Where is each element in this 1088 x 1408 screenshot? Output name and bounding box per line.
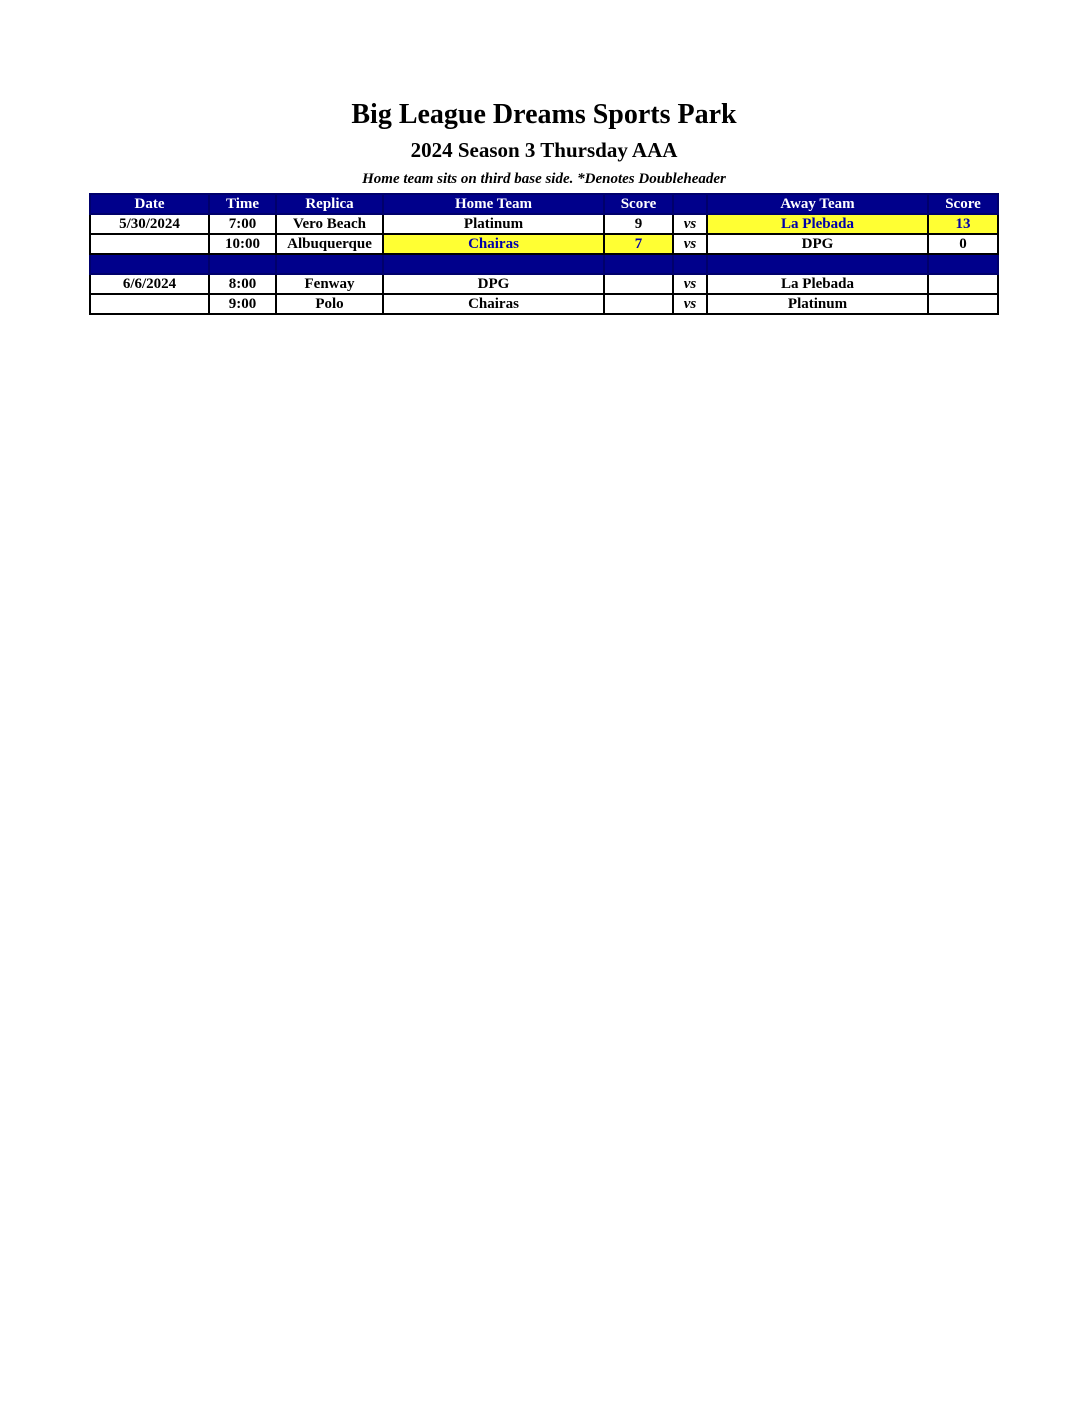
schedule-table [89,193,999,315]
page-title: Big League Dreams Sports Park [351,99,737,130]
time-cell: 8:00 [209,274,276,294]
page-subtitle: 2024 Season 3 Thursday AAA [410,138,678,162]
away-score-cell-winner: 13 [928,214,998,234]
column-header-home-score: Score [604,194,673,214]
separator-cell [383,254,604,274]
date-cell: 6/6/2024 [90,274,209,294]
time-cell: 7:00 [209,214,276,234]
column-header-home-team: Home Team [383,194,604,214]
table-header-row [90,194,998,214]
column-header-vs [673,194,707,214]
replica-cell: Fenway [276,274,383,294]
column-header-replica: Replica [276,194,383,214]
separator-cell [928,254,998,274]
away-team-cell: La Plebada [707,274,928,294]
vs-cell: vs [673,274,707,294]
doubleheader-note: Home team sits on third base side. *Denotes Doubleheader [362,171,726,187]
separator-cell [90,254,209,274]
replica-cell: Polo [276,294,383,314]
separator-cell [209,254,276,274]
date-cell [90,234,209,254]
home-team-cell-winner: Chairas [383,234,604,254]
replica-cell: Vero Beach [276,214,383,234]
column-header-away-team: Away Team [707,194,928,214]
home-team-cell: Chairas [383,294,604,314]
replica-cell: Albuquerque [276,234,383,254]
column-header-date: Date [90,194,209,214]
date-cell [90,294,209,314]
time-cell: 10:00 [209,234,276,254]
date-cell: 5/30/2024 [90,214,209,234]
away-score-cell [928,294,998,314]
away-team-cell: DPG [707,234,928,254]
column-header-time: Time [209,194,276,214]
separator-cell [604,254,673,274]
vs-cell: vs [673,294,707,314]
home-score-cell: 9 [604,214,673,234]
away-team-cell: Platinum [707,294,928,314]
home-team-cell: Platinum [383,214,604,234]
table-row [90,274,998,294]
home-team-cell: DPG [383,274,604,294]
home-score-cell [604,274,673,294]
week-separator-row [90,254,998,274]
separator-cell [276,254,383,274]
table-row [90,294,998,314]
table-row [90,214,998,234]
home-score-cell-winner: 7 [604,234,673,254]
table-row [90,234,998,254]
away-team-cell-winner: La Plebada [707,214,928,234]
away-score-cell: 0 [928,234,998,254]
home-score-cell [604,294,673,314]
separator-cell [707,254,928,274]
separator-cell [673,254,707,274]
vs-cell: vs [673,234,707,254]
time-cell: 9:00 [209,294,276,314]
vs-cell: vs [673,214,707,234]
away-score-cell [928,274,998,294]
column-header-away-score: Score [928,194,998,214]
